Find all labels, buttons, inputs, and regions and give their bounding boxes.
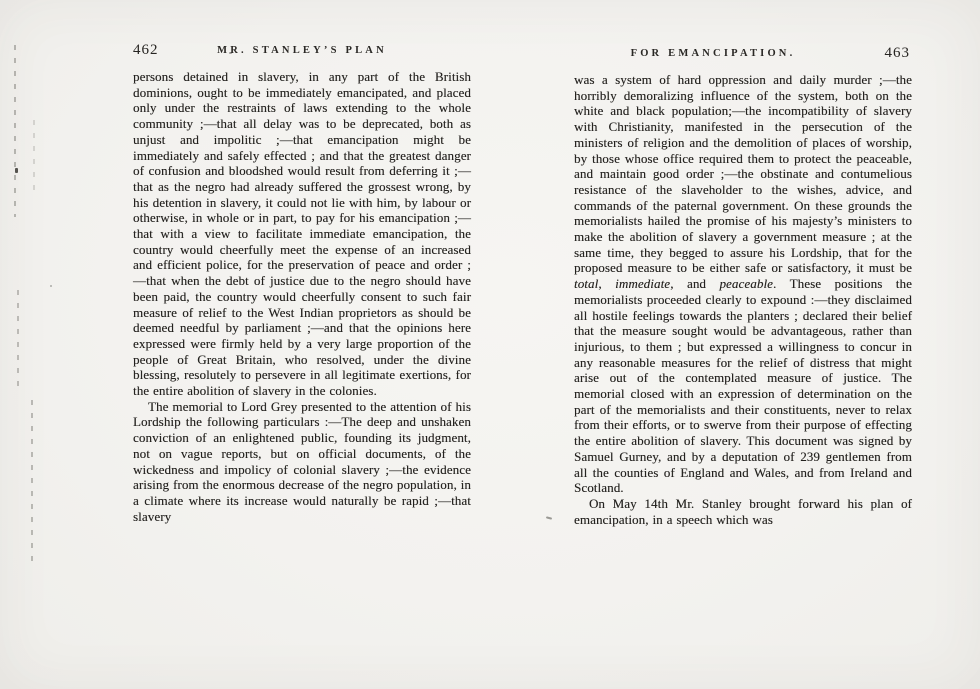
page-edge-mark [17,290,19,386]
page-left [133,42,471,524]
page-header-right [574,45,912,63]
paragraph-continuation: persons detained in slavery, in any part of the British dominions, ought to be immediately emancipated, and placed only under the restraints of laws extending to the whole community ;—that all delay was to be deprecated, both as unjust and impolitic ;—that emancipation might be immediately and safely effected ; and that the greatest danger of confusion and bloodshed would result from deferring it ;—that as the negro had already suffered the grossest wrong, by his detention in slavery, it could not lie with him, by labour or otherwise, in whole or in part, to pay for his emancipation ;—that with a view to facilitate immediate emancipation, the country would cheerfully meet the expense of an increased and efficient police, for the preservation of peace and order ;—that when the debt of justice due to the negro should have been paid, the country would cheerfully consent to such fair measure of relief to the West Indian proprietors as should be deemed needful by parliament ;—and that the opinions here expressed were firmly held by a very large proportion of the people of Great Britain, who resolved, under the divine blessing, resolutely to persevere in all legitimate exertions, for the entire abolition of slavery in the colonies. [133,69,471,399]
gutter-mark [546,516,552,519]
page-body-right [574,72,912,527]
italic-phrase: peaceable [719,276,774,292]
page-body-left [133,69,471,524]
text-segment: was a system of hard oppression and daily murder ;—the horribly demoralizing influence of the system, both on the white and black population;—the incompatibility of slavery with Christianity, manifested in the persecution of the ministers of religion and the demolition of places of worship, by those whose office required them to protect the peaceable, and maintain good order ;—the obstinate and contumelious resistance of the slaveholder to the wishes, advice, and commands of the paternal government. On these grounds the memorialists hailed the promise of his majesty’s ministers to make the abolition of slavery a government measure ; at the same time, they begged to assure his Lordship, that for the proposed measure to be either safe or satisfactory, it must be [574,72,912,276]
italic-phrase: total [574,276,599,292]
text-segment: . These positions the memorialists proceeded clearly to expound :—they disclaimed all hostile feelings towards the planters ; declared their belief that the measure sought would be advantageous, rather than injurious, to them ; but expressed a willingness to concur in any reasonable measures for the relief of distress that might arise out of the contemplated measure of justice. The memorial closed with an expression of determination on the part of the memorialists and their constituents, never to relax from their efforts, or to swerve from their purpose of effecting the entire abolition of slavery. This document was signed by Samuel Gurney, and by a deputation of 239 gentlemen from all the counties of England and Wales, and from Ireland and Scotland. [574,276,912,496]
running-title-right: FOR EMANCIPATION. [630,48,796,59]
paragraph-memorial: The memorial to Lord Grey presented to the attention of his Lordship the following particulars :—The deep and unshaken conviction of an enlightened public, founding its judgment, not on vague reports, but on official documents, of the wickedness and impolicy of colonial slavery ;—the evidence arising from the enormous decrease of the negro population, in a climate where its increase would naturally be rapid ;—that slavery [133,398,471,524]
running-title-left: MR. STANLEY’S PLAN [217,45,387,56]
page-header-left [133,42,471,60]
ink-speck [50,285,52,287]
italic-phrase: immediate [615,276,671,292]
page-edge-mark [14,45,16,217]
paragraph-stanley-plan: On May 14th Mr. Stanley brought forward his plan of emancipation, in a speech which was [574,495,912,527]
page-edge-mark [33,120,35,190]
page-number-left: 462 [133,42,159,58]
paragraph-continuation [574,72,912,496]
text-segment: , and [670,276,720,292]
page-edge-mark [31,400,33,562]
page-right [574,45,912,527]
ink-speck [15,168,18,173]
text-segment: , [598,276,616,292]
page-number-right: 463 [884,45,910,61]
